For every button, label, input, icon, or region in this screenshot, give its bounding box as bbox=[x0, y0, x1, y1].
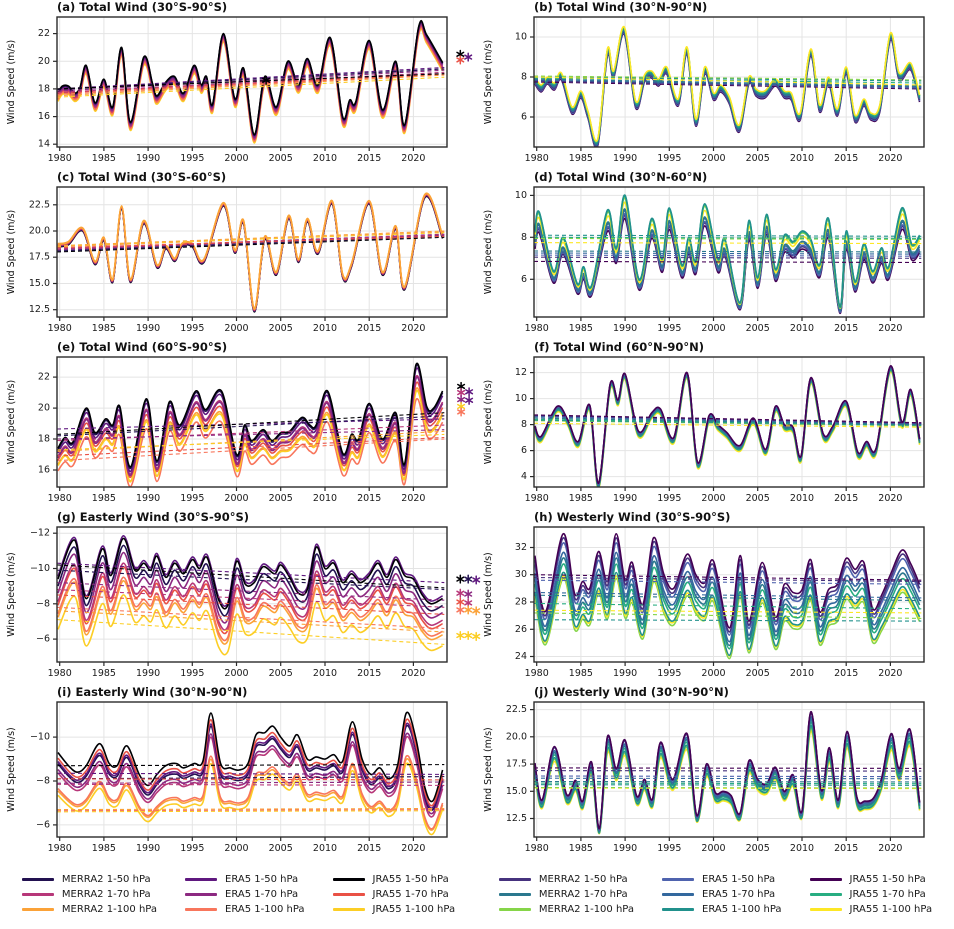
x-tick-label: 1980 bbox=[524, 493, 549, 504]
y-axis-label: Wind Speed (m/s) bbox=[483, 209, 494, 295]
y-tick-label: 24 bbox=[514, 651, 527, 662]
legend-item-jra55-1-70-hpa bbox=[333, 889, 456, 900]
x-tick-label: 2020 bbox=[401, 323, 426, 334]
series-lines bbox=[535, 195, 920, 313]
legend-swatch-era5-1-100-hpa bbox=[662, 908, 694, 911]
y-tick-label: 22.5 bbox=[505, 704, 527, 716]
y-axis-label: Wind Speed (m/s) bbox=[6, 209, 17, 295]
trend-line bbox=[534, 235, 921, 236]
x-tick-label: 2000 bbox=[224, 153, 249, 164]
legend-swatch-merra2-1-70-hpa bbox=[499, 893, 531, 896]
x-tick-label: 1980 bbox=[47, 493, 72, 504]
panel-a bbox=[0, 0, 477, 170]
series-line bbox=[58, 545, 443, 615]
legend-item-era5-1-70-hpa bbox=[185, 889, 305, 900]
trend-line bbox=[57, 235, 444, 250]
legend-item-jra55-1-100-hpa bbox=[333, 904, 456, 915]
legend-label: MERRA2 1-70 hPa bbox=[538, 889, 628, 900]
legends-row bbox=[0, 860, 954, 915]
series-line bbox=[535, 29, 920, 143]
panel-h bbox=[477, 510, 954, 685]
y-axis-label: Wind Speed (m/s) bbox=[6, 39, 17, 125]
x-tick-label: 2010 bbox=[789, 153, 815, 164]
y-tick-label: 12 bbox=[514, 367, 527, 379]
x-tick-label: 2005 bbox=[268, 668, 293, 679]
trend-line bbox=[534, 768, 921, 769]
panel-title: (d) Total Wind (30°N-60°N) bbox=[534, 170, 708, 184]
x-tick-label: 2010 bbox=[312, 323, 338, 334]
legend-swatch-merra2-1-100-hpa bbox=[22, 908, 54, 911]
x-tick-label: 2010 bbox=[789, 323, 815, 334]
y-axis-label: Wind Speed (m/s) bbox=[483, 552, 494, 637]
legend-swatch-era5-1-50-hpa bbox=[185, 878, 217, 881]
panel-b bbox=[477, 0, 954, 170]
y-tick-label: −6 bbox=[35, 633, 50, 645]
significance-star bbox=[465, 53, 472, 61]
x-tick-label: 2020 bbox=[401, 153, 426, 164]
y-axis-label: Wind Speed (m/s) bbox=[483, 727, 494, 812]
legend-swatch-era5-1-100-hpa bbox=[185, 908, 217, 911]
legend-label: ERA5 1-70 hPa bbox=[702, 889, 776, 900]
legend-label: MERRA2 1-100 hPa bbox=[61, 904, 158, 915]
legend-item-era5-1-70-hpa bbox=[662, 889, 782, 900]
x-tick-label: 2000 bbox=[701, 153, 726, 164]
x-tick-label: 1985 bbox=[568, 323, 593, 334]
legend-label: MERRA2 1-50 hPa bbox=[538, 874, 628, 885]
x-tick-label: 1990 bbox=[613, 668, 638, 679]
x-tick-label: 2015 bbox=[357, 323, 382, 334]
x-tick-label: 1995 bbox=[657, 323, 682, 334]
panel-title: (c) Total Wind (30°S-60°S) bbox=[57, 170, 227, 184]
x-tick-label: 1995 bbox=[657, 668, 682, 679]
x-tick-label: 2015 bbox=[357, 153, 382, 164]
x-tick-label: 2005 bbox=[268, 153, 293, 164]
legend-northern-hemisphere bbox=[477, 874, 954, 915]
legend-swatch-jra55-1-100-hpa bbox=[333, 908, 365, 911]
y-tick-label: 12.5 bbox=[505, 813, 527, 824]
y-tick-label: 12.5 bbox=[28, 304, 50, 316]
trend-lines bbox=[534, 76, 921, 89]
significance-star bbox=[457, 56, 464, 64]
legend-label: MERRA2 1-70 hPa bbox=[61, 889, 151, 900]
legend-label: ERA5 1-50 hPa bbox=[702, 874, 776, 885]
trend-line bbox=[534, 243, 921, 244]
trend-line bbox=[534, 771, 921, 772]
significance-star bbox=[457, 632, 464, 640]
significance-star bbox=[465, 606, 472, 614]
legend-swatch-jra55-1-70-hpa bbox=[810, 893, 842, 896]
x-tick-label: 1990 bbox=[136, 323, 161, 334]
axes-box bbox=[57, 527, 447, 662]
legend-item-merra2-1-70-hpa bbox=[499, 889, 634, 900]
x-tick-label: 2005 bbox=[268, 323, 293, 334]
x-tick-label: 2010 bbox=[312, 843, 338, 854]
series-lines bbox=[58, 21, 443, 143]
legend-label: JRA55 1-50 hPa bbox=[849, 874, 926, 885]
trend-line bbox=[534, 620, 921, 621]
x-tick-label: 1980 bbox=[524, 843, 549, 854]
x-tick-label: 1985 bbox=[91, 153, 116, 164]
y-tick-label: 8 bbox=[520, 71, 527, 83]
y-tick-label: 10 bbox=[514, 189, 527, 201]
y-tick-label: −12 bbox=[29, 527, 50, 539]
x-tick-label: 1985 bbox=[568, 668, 593, 679]
y-axis-label: Wind Speed (m/s) bbox=[483, 379, 494, 465]
legend-label: JRA55 1-70 hPa bbox=[849, 889, 926, 900]
y-tick-label: 16 bbox=[37, 464, 50, 476]
y-tick-label: 20.0 bbox=[505, 731, 527, 743]
y-tick-label: 18 bbox=[37, 433, 50, 445]
significance-star bbox=[458, 408, 465, 416]
trend-lines bbox=[534, 768, 921, 789]
x-tick-label: 2015 bbox=[834, 668, 859, 679]
x-tick-label: 2010 bbox=[312, 153, 338, 164]
y-axis-label: Wind Speed (m/s) bbox=[6, 552, 17, 637]
legend-label: JRA55 1-100 hPa bbox=[849, 904, 933, 915]
y-tick-label: −8 bbox=[35, 775, 50, 787]
x-tick-label: 2010 bbox=[312, 493, 338, 504]
x-tick-label: 2010 bbox=[789, 843, 815, 854]
legend-swatch-jra55-1-100-hpa bbox=[810, 908, 842, 911]
legend-swatch-merra2-1-70-hpa bbox=[22, 893, 54, 896]
x-tick-label: 1980 bbox=[524, 668, 549, 679]
legend-item-merra2-1-50-hpa bbox=[499, 874, 634, 885]
x-tick-label: 2005 bbox=[745, 493, 770, 504]
y-tick-label: 22 bbox=[37, 371, 50, 383]
trend-line bbox=[534, 776, 921, 777]
trend-line bbox=[57, 74, 444, 93]
x-tick-label: 1990 bbox=[136, 153, 161, 164]
panel-title: (i) Easterly Wind (30°N-90°N) bbox=[57, 685, 248, 699]
x-tick-label: 1985 bbox=[568, 843, 593, 854]
panel-i bbox=[0, 685, 477, 860]
y-tick-label: 20 bbox=[37, 402, 50, 414]
y-tick-label: 32 bbox=[514, 542, 527, 553]
x-tick-label: 2000 bbox=[224, 843, 249, 854]
significance-star bbox=[466, 388, 473, 396]
significance-star bbox=[457, 606, 464, 614]
x-tick-label: 2015 bbox=[357, 493, 382, 504]
x-tick-label: 1980 bbox=[524, 323, 549, 334]
x-tick-label: 1980 bbox=[47, 153, 72, 164]
y-tick-label: 30 bbox=[514, 569, 527, 581]
series-line bbox=[535, 28, 920, 142]
x-tick-label: 1995 bbox=[180, 668, 205, 679]
series-lines bbox=[535, 712, 920, 834]
legend-label: ERA5 1-100 hPa bbox=[225, 904, 305, 915]
x-tick-label: 2000 bbox=[701, 323, 726, 334]
legend-item-merra2-1-100-hpa bbox=[499, 904, 634, 915]
panel-f bbox=[477, 340, 954, 510]
series-line bbox=[58, 712, 443, 801]
y-tick-label: 18 bbox=[37, 83, 50, 95]
legend-southern-hemisphere bbox=[0, 874, 477, 915]
x-tick-label: 1995 bbox=[180, 843, 205, 854]
x-tick-label: 1995 bbox=[180, 153, 205, 164]
series-line bbox=[535, 27, 920, 141]
x-tick-label: 2000 bbox=[224, 493, 249, 504]
x-tick-label: 1995 bbox=[180, 493, 205, 504]
trend-line bbox=[534, 783, 921, 784]
y-tick-label: 14 bbox=[37, 138, 50, 150]
legend-swatch-era5-1-70-hpa bbox=[662, 893, 694, 896]
x-tick-label: 2020 bbox=[401, 668, 426, 679]
x-tick-label: 2005 bbox=[268, 493, 293, 504]
panel-c bbox=[0, 170, 477, 340]
legend-item-merra2-1-100-hpa bbox=[22, 904, 157, 915]
legend-label: JRA55 1-50 hPa bbox=[372, 874, 449, 885]
x-tick-label: 2000 bbox=[701, 668, 726, 679]
legend-label: JRA55 1-100 hPa bbox=[372, 904, 456, 915]
x-tick-label: 1995 bbox=[180, 323, 205, 334]
trend-line bbox=[534, 778, 921, 779]
legend-swatch-jra55-1-50-hpa bbox=[333, 878, 365, 881]
x-tick-label: 2000 bbox=[701, 843, 726, 854]
y-tick-label: 20.0 bbox=[28, 225, 50, 237]
legend-label: ERA5 1-70 hPa bbox=[225, 889, 299, 900]
x-tick-label: 2020 bbox=[878, 153, 903, 164]
legend-swatch-merra2-1-50-hpa bbox=[22, 878, 54, 881]
significance-star bbox=[465, 632, 472, 640]
trend-line bbox=[534, 788, 921, 789]
y-tick-label: 10 bbox=[514, 31, 527, 43]
x-tick-label: 2020 bbox=[401, 493, 426, 504]
legend-item-era5-1-100-hpa bbox=[185, 904, 305, 915]
panel-title: (h) Westerly Wind (30°S-90°S) bbox=[534, 510, 731, 524]
x-tick-label: 2005 bbox=[745, 668, 770, 679]
legend-item-merra2-1-50-hpa bbox=[22, 874, 157, 885]
legend-swatch-merra2-1-50-hpa bbox=[499, 878, 531, 881]
legend-swatch-era5-1-70-hpa bbox=[185, 893, 217, 896]
x-tick-label: 2005 bbox=[268, 843, 293, 854]
significance-star bbox=[465, 590, 472, 598]
legend-item-jra55-1-70-hpa bbox=[810, 889, 933, 900]
y-tick-label: 22.5 bbox=[28, 199, 50, 211]
y-tick-label: 6 bbox=[520, 445, 527, 457]
panel-title: (a) Total Wind (30°S-90°S) bbox=[57, 0, 228, 14]
trend-line bbox=[57, 779, 444, 780]
series-lines bbox=[58, 536, 443, 655]
legend-label: MERRA2 1-100 hPa bbox=[538, 904, 635, 915]
x-tick-label: 2020 bbox=[401, 843, 426, 854]
legend-swatch-merra2-1-100-hpa bbox=[499, 908, 531, 911]
x-tick-label: 2020 bbox=[878, 843, 903, 854]
x-tick-label: 1990 bbox=[136, 668, 161, 679]
series-line bbox=[58, 21, 443, 135]
significance-star bbox=[457, 598, 464, 606]
x-tick-label: 1995 bbox=[657, 493, 682, 504]
y-tick-label: 8 bbox=[520, 231, 527, 243]
legend-item-era5-1-50-hpa bbox=[662, 874, 782, 885]
x-tick-label: 1985 bbox=[91, 843, 116, 854]
x-tick-label: 2010 bbox=[312, 668, 338, 679]
x-tick-label: 2005 bbox=[745, 843, 770, 854]
legend-label: JRA55 1-70 hPa bbox=[372, 889, 449, 900]
panel-title: (f) Total Wind (60°N-90°N) bbox=[534, 340, 705, 354]
significance-star bbox=[457, 589, 464, 597]
x-tick-label: 2015 bbox=[357, 668, 382, 679]
panel-title: (g) Easterly Wind (30°S-90°S) bbox=[57, 510, 250, 524]
x-tick-label: 1980 bbox=[47, 668, 72, 679]
y-tick-label: 10 bbox=[514, 393, 527, 405]
x-tick-label: 1985 bbox=[91, 493, 116, 504]
x-tick-label: 1990 bbox=[136, 493, 161, 504]
significance-star bbox=[465, 575, 472, 583]
y-tick-label: 6 bbox=[520, 111, 527, 123]
y-axis-label: Wind Speed (m/s) bbox=[6, 727, 17, 812]
panel-g bbox=[0, 510, 477, 685]
x-tick-label: 2020 bbox=[878, 493, 903, 504]
y-tick-label: 15.0 bbox=[28, 278, 50, 289]
legend-item-jra55-1-100-hpa bbox=[810, 904, 933, 915]
x-tick-label: 2000 bbox=[224, 668, 249, 679]
trend-line bbox=[57, 611, 444, 632]
x-tick-label: 2010 bbox=[789, 668, 815, 679]
legend-swatch-era5-1-50-hpa bbox=[662, 878, 694, 881]
series-lines bbox=[535, 27, 920, 148]
trend-lines bbox=[57, 68, 444, 98]
y-tick-label: 8 bbox=[520, 419, 527, 431]
legend-swatch-jra55-1-70-hpa bbox=[333, 893, 365, 896]
x-tick-label: 1990 bbox=[136, 843, 161, 854]
significance-star bbox=[457, 575, 464, 583]
series-lines bbox=[58, 363, 443, 486]
x-tick-label: 1990 bbox=[613, 843, 638, 854]
x-tick-label: 2020 bbox=[878, 323, 903, 334]
y-tick-label: 28 bbox=[514, 596, 527, 608]
y-axis-label: Wind Speed (m/s) bbox=[483, 39, 494, 125]
x-tick-label: 2015 bbox=[834, 153, 859, 164]
legend-swatch-jra55-1-50-hpa bbox=[810, 878, 842, 881]
x-tick-label: 1980 bbox=[47, 323, 72, 334]
legend-label: ERA5 1-50 hPa bbox=[225, 874, 299, 885]
series-line bbox=[535, 31, 920, 145]
x-tick-label: 1985 bbox=[91, 323, 116, 334]
y-tick-label: 4 bbox=[520, 471, 527, 483]
panel-title: (j) Westerly Wind (30°N-90°N) bbox=[534, 685, 729, 699]
x-tick-label: 1985 bbox=[568, 493, 593, 504]
y-axis-label: Wind Speed (m/s) bbox=[6, 379, 17, 465]
y-tick-label: 20 bbox=[37, 55, 50, 67]
series-line bbox=[535, 30, 920, 144]
x-tick-label: 1990 bbox=[613, 493, 638, 504]
legend-label: ERA5 1-100 hPa bbox=[702, 904, 782, 915]
legend-item-era5-1-50-hpa bbox=[185, 874, 305, 885]
x-tick-label: 1980 bbox=[524, 153, 549, 164]
x-tick-label: 2000 bbox=[224, 323, 249, 334]
legend-item-merra2-1-70-hpa bbox=[22, 889, 157, 900]
x-tick-label: 1995 bbox=[657, 153, 682, 164]
x-tick-label: 2020 bbox=[878, 668, 903, 679]
x-tick-label: 1990 bbox=[613, 323, 638, 334]
series-lines bbox=[58, 193, 443, 312]
y-tick-label: 16 bbox=[37, 111, 50, 123]
x-tick-label: 1985 bbox=[568, 153, 593, 164]
series-line bbox=[535, 28, 920, 142]
y-tick-label: −8 bbox=[35, 598, 50, 610]
significance-star bbox=[466, 397, 473, 405]
panel-j bbox=[477, 685, 954, 860]
legend-item-era5-1-100-hpa bbox=[662, 904, 782, 915]
y-tick-label: 15.0 bbox=[505, 785, 527, 797]
panel-e bbox=[0, 340, 477, 510]
series-lines bbox=[535, 366, 920, 489]
trend-line bbox=[57, 236, 444, 248]
x-tick-label: 1995 bbox=[657, 843, 682, 854]
panel-d bbox=[477, 170, 954, 340]
y-tick-label: −6 bbox=[35, 819, 50, 831]
legend-label: MERRA2 1-50 hPa bbox=[61, 874, 151, 885]
y-tick-label: 22 bbox=[37, 28, 50, 40]
y-tick-label: −10 bbox=[29, 563, 50, 574]
trend-line bbox=[534, 785, 921, 786]
x-tick-label: 2005 bbox=[745, 153, 770, 164]
trend-line bbox=[57, 74, 444, 89]
y-tick-label: 6 bbox=[520, 273, 527, 285]
x-tick-label: 2000 bbox=[701, 493, 726, 504]
legend-item-jra55-1-50-hpa bbox=[810, 874, 933, 885]
trend-line bbox=[534, 782, 921, 783]
x-tick-label: 1990 bbox=[613, 153, 638, 164]
panel-title: (b) Total Wind (30°N-90°N) bbox=[534, 0, 708, 14]
y-tick-label: 17.5 bbox=[505, 758, 527, 770]
y-tick-label: −10 bbox=[29, 731, 50, 743]
x-tick-label: 2015 bbox=[834, 843, 859, 854]
y-tick-label: 17.5 bbox=[28, 251, 50, 263]
panel-title: (e) Total Wind (60°S-90°S) bbox=[57, 340, 228, 354]
legend-item-jra55-1-50-hpa bbox=[333, 874, 456, 885]
x-tick-label: 2005 bbox=[745, 323, 770, 334]
x-tick-label: 1985 bbox=[91, 668, 116, 679]
x-tick-label: 1980 bbox=[47, 843, 72, 854]
trend-lines bbox=[57, 231, 444, 252]
x-tick-label: 2015 bbox=[357, 843, 382, 854]
x-tick-label: 2015 bbox=[834, 323, 859, 334]
y-tick-label: 26 bbox=[514, 623, 527, 635]
x-tick-label: 2015 bbox=[834, 493, 859, 504]
trend-line bbox=[57, 74, 444, 94]
x-tick-label: 2010 bbox=[789, 493, 815, 504]
